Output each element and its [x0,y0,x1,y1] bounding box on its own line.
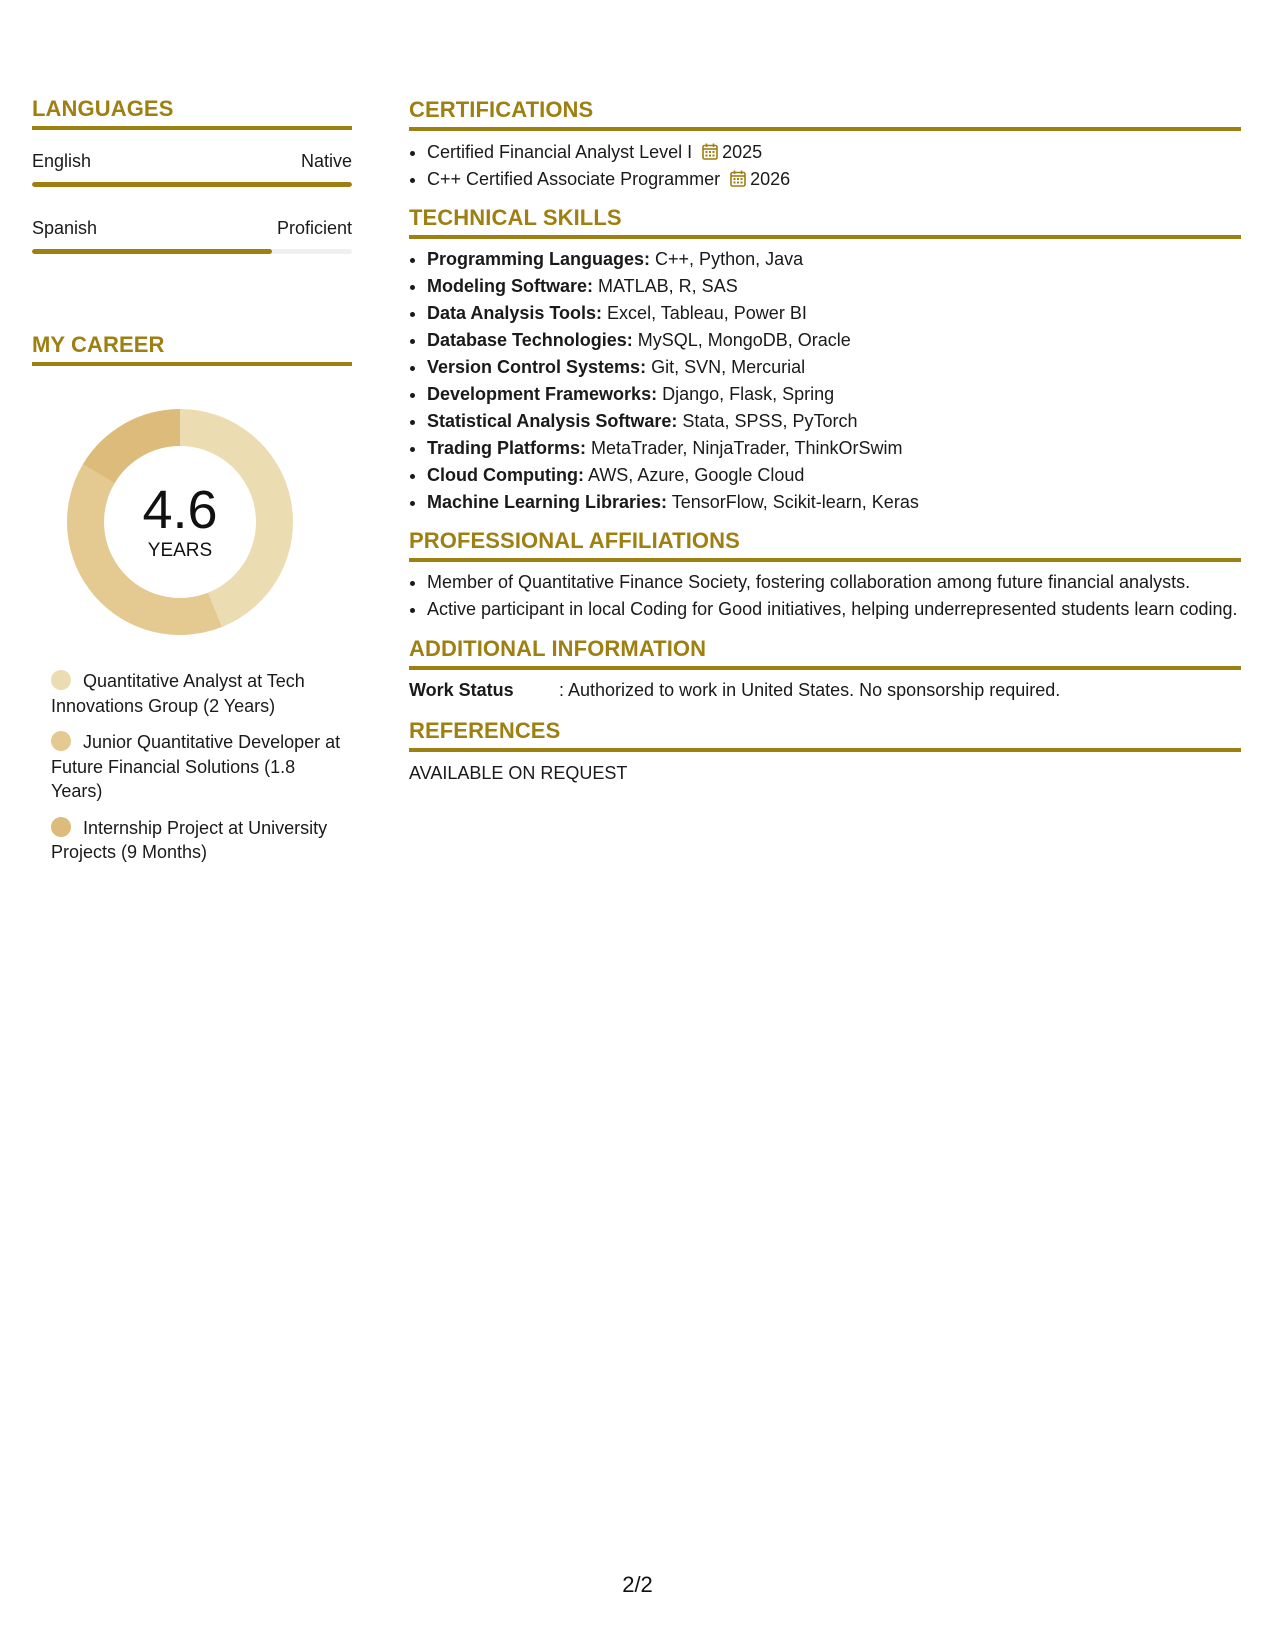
language-proficiency-fill [32,249,272,254]
skill-category: Trading Platforms: [427,438,587,458]
skill-values: MATLAB, R, SAS [593,276,738,296]
calendar-icon [730,170,746,187]
skill-item [427,408,1241,435]
certifications-title: CERTIFICATIONS [409,97,594,122]
page-number: 2/2 [622,1572,653,1597]
career-entry-label: Quantitative Analyst at Tech Innovations Group (2 Years) [51,671,305,716]
skill-category: Modeling Software: [427,276,593,296]
technical-skills-section [409,205,1241,516]
certification-year: 2026 [750,169,791,189]
skill-item [427,246,1241,273]
skill-item [427,462,1241,489]
affiliations-list [409,570,1241,622]
affiliations-section [409,528,1241,622]
section-divider [32,126,352,130]
career-entry-label: Junior Quantitative Developer at Future Financial Solutions (1.8 Years) [51,732,341,801]
language-name: Spanish [32,218,98,238]
certification-name: Certified Financial Analyst Level I [427,142,693,162]
skill-values: Stata, SPSS, PyTorch [677,411,858,431]
skill-category: Statistical Analysis Software: [427,411,678,431]
additional-info-title: ADDITIONAL INFORMATION [409,636,707,661]
calendar-icon [702,143,718,160]
career-section [32,332,352,865]
section-divider [409,666,1241,670]
skill-values: Django, Flask, Spring [657,384,835,404]
additional-info-section [409,636,1241,702]
language-level: Proficient [276,218,352,238]
career-legend-item [51,730,341,804]
skill-category: Data Analysis Tools: [427,303,603,323]
left-column [32,96,352,877]
section-divider [409,558,1241,562]
career-total-unit: YEARS [147,540,213,561]
work-status-value: : Authorized to work in United States. No sponsorship required. [559,680,1061,700]
references-text: AVAILABLE ON REQUEST [409,763,628,783]
career-donut-chart [67,409,293,635]
skill-values: C++, Python, Java [650,249,804,269]
skill-item [427,354,1241,381]
languages-title: LANGUAGES [32,96,174,121]
career-total-value: 4.6 [142,480,218,540]
skill-values: MySQL, MongoDB, Oracle [632,330,851,350]
skill-item [427,300,1241,327]
certification-name: C++ Certified Associate Programmer [427,169,721,189]
skill-category: Development Frameworks: [427,384,658,404]
skill-item [427,489,1241,516]
legend-dot [51,817,71,837]
legend-dot [51,731,71,751]
skill-item [427,381,1241,408]
language-level: Native [300,151,352,171]
language-name: English [32,151,92,171]
section-divider [409,235,1241,239]
section-divider [409,127,1241,131]
skill-values: AWS, Azure, Google Cloud [583,465,805,485]
skill-category: Database Technologies: [427,330,633,350]
languages-section [32,96,352,254]
section-divider [409,748,1241,752]
technical-skills-title: TECHNICAL SKILLS [409,205,622,230]
skill-values: TensorFlow, Scikit-learn, Keras [667,492,919,512]
right-column [409,97,1241,785]
language-item-english [32,150,352,187]
career-legend [51,669,341,865]
certification-item [427,139,1241,166]
career-total [67,409,293,635]
certification-year: 2025 [722,142,763,162]
language-item-spanish [32,217,352,254]
certification-item [427,166,1241,193]
skill-values: Git, SVN, Mercurial [646,357,806,377]
certifications-list [409,139,1241,193]
references-title: REFERENCES [409,718,561,743]
section-divider [32,362,352,366]
skills-list [409,246,1241,516]
career-entry-label: Internship Project at University Projects (9 Months) [51,817,328,862]
work-status-label: Work Status [409,680,514,700]
career-title: MY CAREER [32,332,165,357]
skill-category: Version Control Systems: [427,357,647,377]
certifications-section [409,97,1241,193]
skill-values: Excel, Tableau, Power BI [602,303,807,323]
language-proficiency-bar [32,249,352,254]
affiliation-item: • Active participant in local Coding for Good initiatives, helping underrepresented students learn coding. [427,597,1241,623]
work-status-row [409,678,1241,702]
career-legend-item [51,816,341,865]
language-proficiency-fill [32,182,352,187]
skill-category: Cloud Computing: [427,465,584,485]
skill-category: Machine Learning Libraries: [427,492,668,512]
skill-item [427,435,1241,462]
language-proficiency-bar [32,182,352,187]
skill-item [427,273,1241,300]
career-legend-item [51,669,341,718]
affiliation-item: • Member of Quantitative Finance Society, fostering collaboration among future financial analysts. [427,570,1241,596]
skill-item [427,327,1241,354]
skill-category: Programming Languages: [427,249,651,269]
affiliations-title: PROFESSIONAL AFFILIATIONS [409,528,740,553]
references-section [409,718,1241,785]
legend-dot [51,670,71,690]
skill-values: MetaTrader, NinjaTrader, ThinkOrSwim [586,438,903,458]
